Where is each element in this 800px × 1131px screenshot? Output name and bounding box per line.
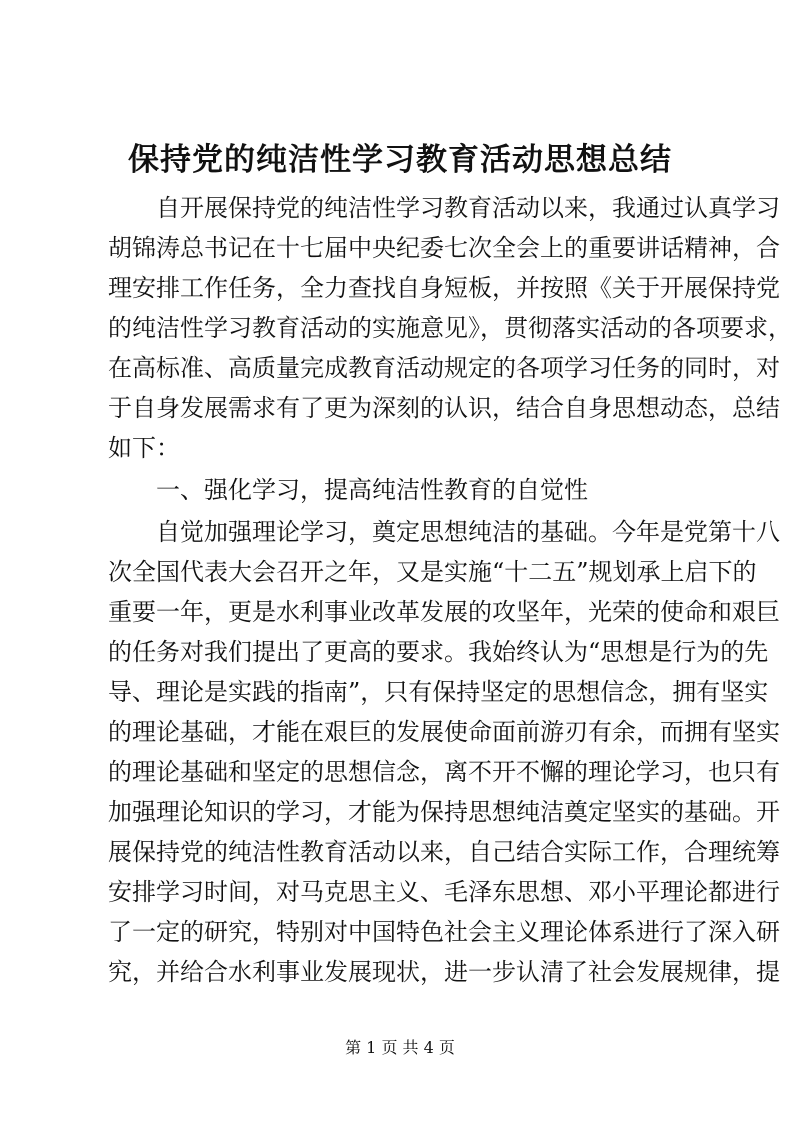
page-number: 第 1 页 共 4 页 <box>345 1038 455 1057</box>
body-line: 的理论基础，才能在艰巨的发展使命面前游刃有余，而拥有坚实 <box>108 718 780 746</box>
body-line: 理安排工作任务，全力查找自身短板，并按照《关于开展保持党 <box>108 274 780 302</box>
body-line: 自开展保持党的纯洁性学习教育活动以来，我通过认真学习 <box>156 194 780 222</box>
body-line: 次全国代表大会召开之年，又是实施“十二五”规划承上启下的 <box>108 558 757 586</box>
body-line: 胡锦涛总书记在十七届中央纪委七次全会上的重要讲话精神，合 <box>108 234 780 262</box>
body-line: 安排学习时间，对马克思主义、毛泽东思想、邓小平理论都进行 <box>108 878 780 906</box>
body-line: 如下： <box>108 434 180 462</box>
body-line: 了一定的研究，特别对中国特色社会主义理论体系进行了深入研 <box>108 918 780 946</box>
body-line: 自觉加强理论学习，奠定思想纯洁的基础。今年是党第十八 <box>156 518 780 546</box>
body-line: 的纯洁性学习教育活动的实施意见》，贯彻落实活动的各项要求， <box>108 314 792 342</box>
body-line: 导、理论是实践的指南”，只有保持坚定的思想信念，拥有坚实 <box>108 678 769 706</box>
body-line: 加强理论知识的学习，才能为保持思想纯洁奠定坚实的基础。开 <box>108 798 780 826</box>
body-line: 究，并给合水利事业发展现状，进一步认清了社会发展规律，提 <box>108 958 780 986</box>
section-heading: 一、强化学习，提高纯洁性教育的自觉性 <box>156 476 588 504</box>
body-line: 展保持党的纯洁性教育活动以来，自己结合实际工作，合理统筹 <box>108 838 780 866</box>
document-title: 保持党的纯洁性学习教育活动思想总结 <box>128 142 672 178</box>
body-line: 于自身发展需求有了更为深刻的认识，结合自身思想动态，总结 <box>108 394 780 422</box>
body-line: 的理论基础和坚定的思想信念，离不开不懈的理论学习，也只有 <box>108 758 780 786</box>
body-line: 重要一年，更是水利事业改革发展的攻坚年，光荣的使命和艰巨 <box>108 598 780 626</box>
body-line: 的任务对我们提出了更高的要求。我始终认为“思想是行为的先 <box>108 638 769 666</box>
body-line: 在高标准、高质量完成教育活动规定的各项学习任务的同时，对 <box>108 354 780 382</box>
